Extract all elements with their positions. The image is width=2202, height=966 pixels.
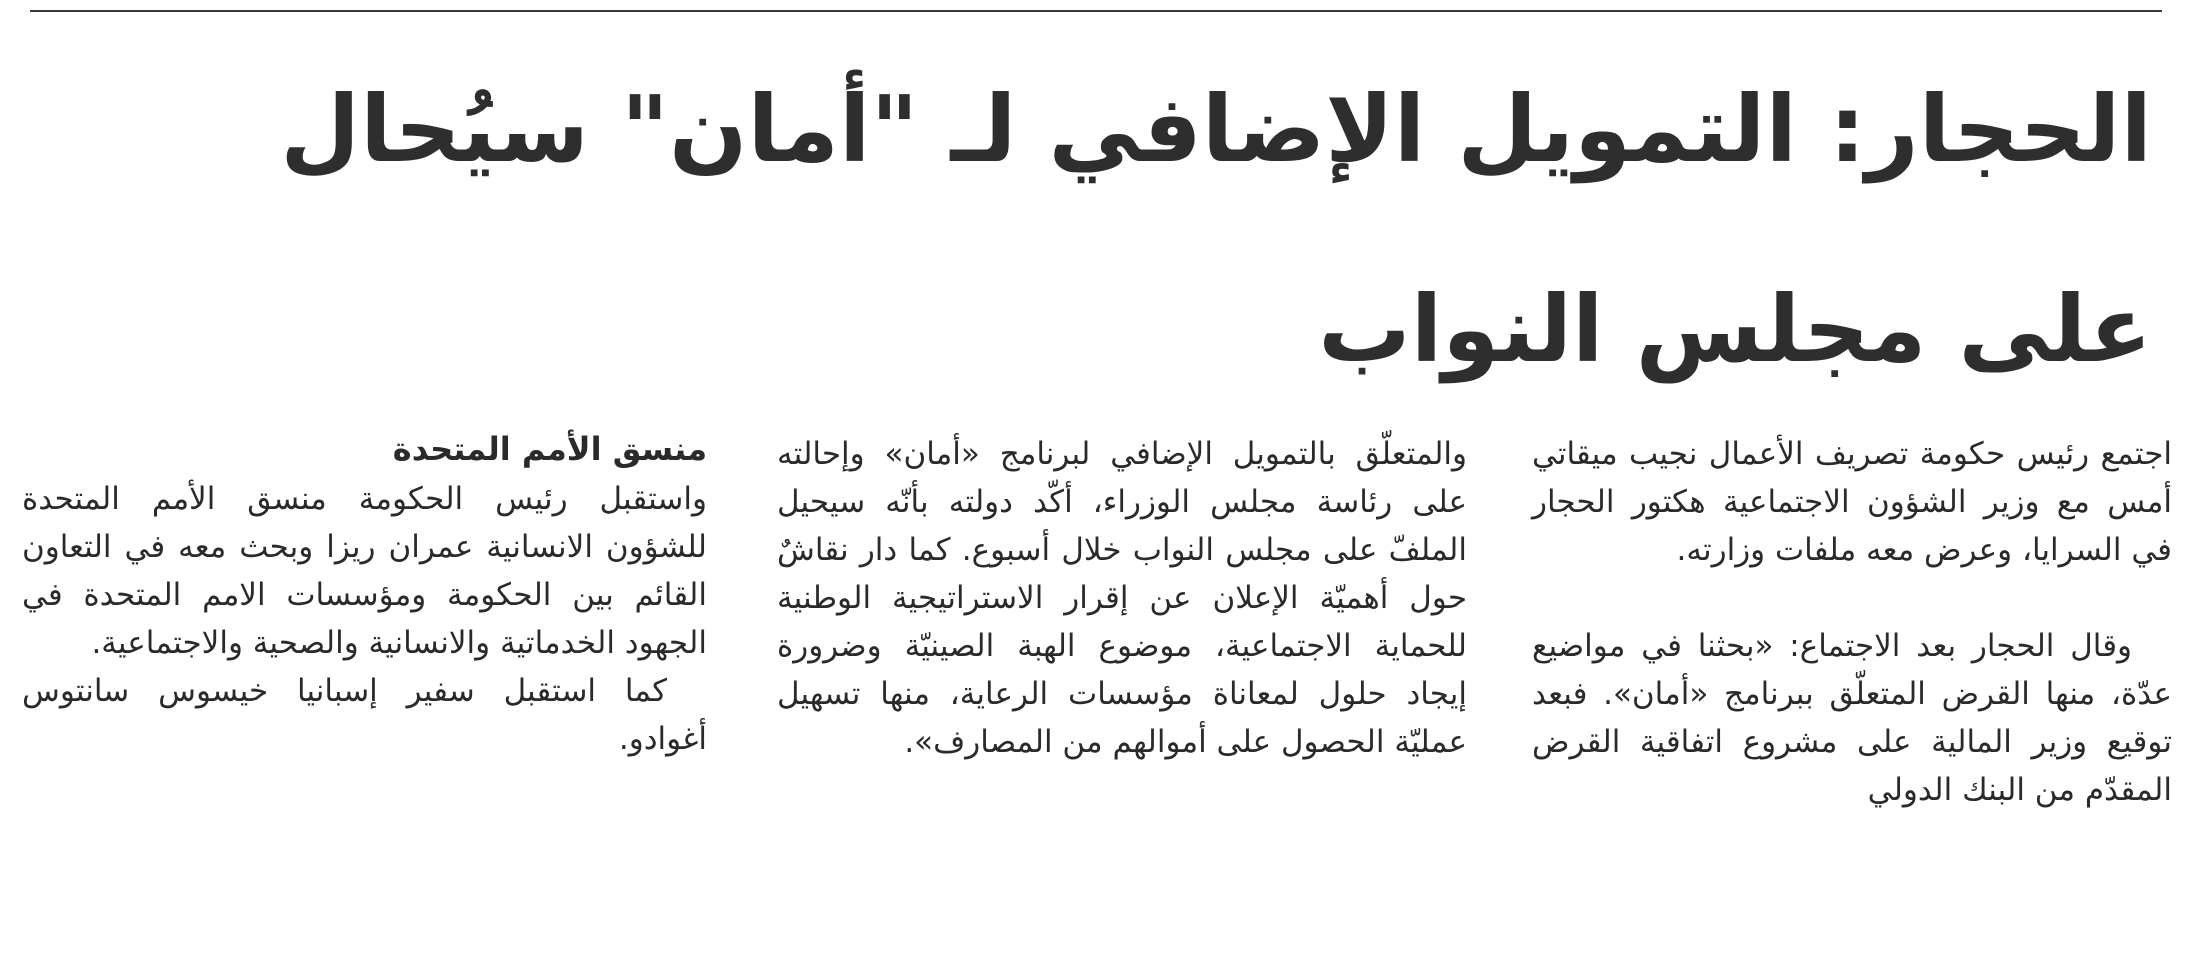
article-column-middle xyxy=(777,430,1467,766)
paragraph: والمتعلّق بالتمويل الإضافي لبرنامج «أمان» وإحالته على رئاسة مجلس الوزراء، أكّد دولته بأنّه سيحيل الملفّ على مجلس النواب خلال أسبوع. كما دار نقاشٌ حول أهميّة الإعلان عن إقرار الاستراتيجية الوطنية للحماية الاجتماعية، موضوع الهبة الصينيّة وضرورة إيجاد حلول لمعاناة مؤسسات الرعاية، منها تسهيل عمليّة الحصول على أموالهم من المصارف». xyxy=(777,436,1467,760)
top-rule xyxy=(30,10,2162,12)
headline-line-1: الحجار: التمويل الإضافي لـ "أمان" سيُحال xyxy=(280,76,2152,183)
headline-line-2: على مجلس النواب xyxy=(1318,276,2152,383)
paragraph: اجتمع رئيس حكومة تصريف الأعمال نجيب ميقاتي أمس مع وزير الشؤون الاجتماعية هكتور الحجار في السرايا، وعرض معه ملفات وزارته. xyxy=(1532,436,2172,568)
paragraph: واستقبل رئيس الحكومة منسق الأمم المتحدة للشؤون الانسانية عمران ريزا وبحث معه في التعاون القائم بين الحكومة ومؤسسات الامم المتحدة في الجهود الخدماتية والانسانية والصحية والاجتماعية. xyxy=(22,481,707,661)
article-column-right xyxy=(1532,430,2172,814)
paragraph: وقال الحجار بعد الاجتماع: «بحثنا في مواضيع عدّة، منها القرض المتعلّق ببرنامج «أمان». فبعد توقيع وزير المالية على مشروع اتفاقية القرض المقدّم من البنك الدولي xyxy=(1532,628,2172,808)
article-column-left xyxy=(22,425,707,763)
paragraph: كما استقبل سفير إسبانيا خيسوس سانتوس أغوادو. xyxy=(22,673,707,757)
headline xyxy=(52,30,2152,430)
section-subhead: منسق الأمم المتحدة xyxy=(392,430,707,468)
paragraph-gap xyxy=(1532,574,2172,622)
